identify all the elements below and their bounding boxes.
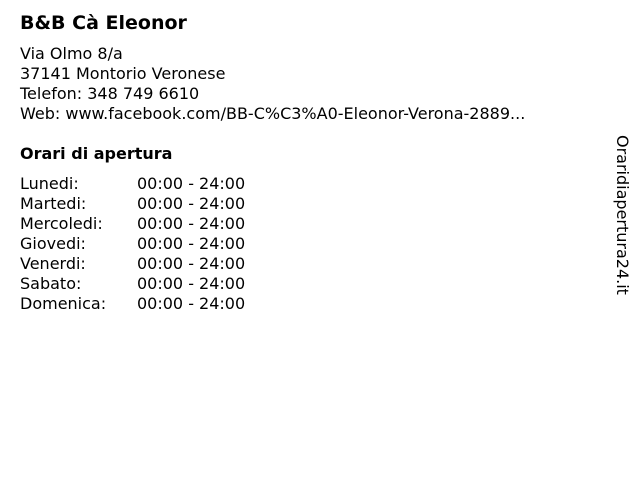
brand-text: Oraridiapertura24.it [613, 135, 632, 295]
hours-row-thursday [20, 234, 280, 254]
address-block [20, 44, 525, 124]
hours-row-saturday [20, 274, 280, 294]
opening-hours-table [20, 174, 280, 314]
business-name: B&B Cà Eleonor [20, 12, 187, 34]
street-address: Via Olmo 8/a [20, 44, 123, 63]
day-label: Sabato: [20, 274, 82, 293]
time-range: 00:00 - 24:00 [137, 174, 246, 193]
day-label: Martedi: [20, 194, 87, 213]
opening-hours-heading: Orari di apertura [20, 144, 173, 163]
hours-row-monday [20, 174, 280, 194]
time-range: 00:00 - 24:00 [137, 234, 246, 253]
time-range: 00:00 - 24:00 [137, 214, 246, 233]
day-label: Venerdi: [20, 254, 86, 273]
hours-row-sunday [20, 294, 280, 314]
day-label: Mercoledi: [20, 214, 103, 233]
hours-row-wednesday [20, 214, 280, 234]
time-range: 00:00 - 24:00 [137, 254, 246, 273]
time-range: 00:00 - 24:00 [137, 274, 246, 293]
website-line: Web: www.facebook.com/BB-C%C3%A0-Eleonor-Verona-2889... [20, 104, 526, 123]
day-label: Giovedi: [20, 234, 86, 253]
time-range: 00:00 - 24:00 [137, 194, 246, 213]
hours-row-tuesday [20, 194, 280, 214]
hours-row-friday [20, 254, 280, 274]
brand-watermark [612, 135, 632, 307]
time-range: 00:00 - 24:00 [137, 294, 246, 313]
day-label: Lunedi: [20, 174, 79, 193]
phone-line: Telefon: 348 749 6610 [20, 84, 200, 103]
day-label: Domenica: [20, 294, 107, 313]
city-line: 37141 Montorio Veronese [20, 64, 226, 83]
